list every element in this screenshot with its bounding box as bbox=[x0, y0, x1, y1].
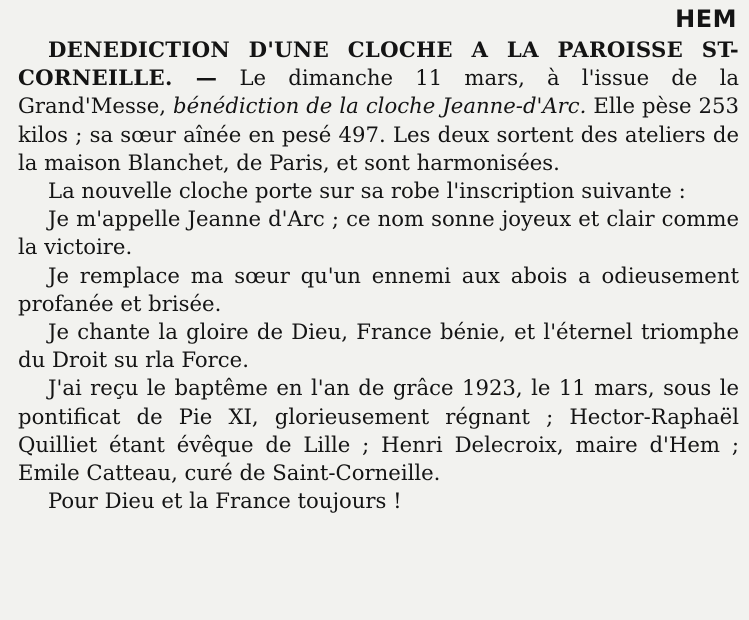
inscription-line: Je remplace ma sœur qu'un ennemi aux abois a odieusement profanée et brisée. bbox=[18, 262, 739, 316]
lead-text-after: Elle pèse 253 kilos ; sa sœur aînée en pesé 497. Les deux sortent des ateliers de la maison Blanchet, de Paris, et sont harmonisées. bbox=[18, 93, 739, 175]
lead-text-before: Le dimanche 11 mars, à l'issue de la Grand'Messe, bbox=[18, 65, 739, 119]
article-paragraph: La nouvelle cloche porte sur sa robe l'inscription suivante : bbox=[48, 178, 686, 204]
inscription-line: Je m'appelle Jeanne d'Arc ; ce nom sonne joyeux et clair comme la victoire. bbox=[18, 206, 739, 260]
article-body bbox=[18, 36, 739, 515]
inscription-line: Je chante la gloire de Dieu, France bénie, et l'éternel triomphe du Droit su rla Force. bbox=[18, 319, 739, 373]
place-heading: HEM bbox=[675, 5, 737, 33]
inscription-line: J'ai reçu le baptême en l'an de grâce 1923, le 11 mars, sous le pontificat de Pie XI, glorieusement régnant ; Hector-Raphaël Quilliet étant évêque de Lille ; Henri Delecroix, maire d'Hem ; Emile Catteau, curé de Saint-Corneille. bbox=[18, 375, 739, 486]
lead-text-italic: bénédiction de la cloche Jeanne-d'Arc. bbox=[173, 93, 587, 119]
article-title: DENEDICTION D'UNE CLOCHE A LA PAROISSE ST-CORNEILLE. — bbox=[18, 37, 739, 91]
inscription-closing-line: Pour Dieu et la France toujours ! bbox=[48, 488, 402, 514]
article-lead-paragraph bbox=[18, 36, 739, 177]
